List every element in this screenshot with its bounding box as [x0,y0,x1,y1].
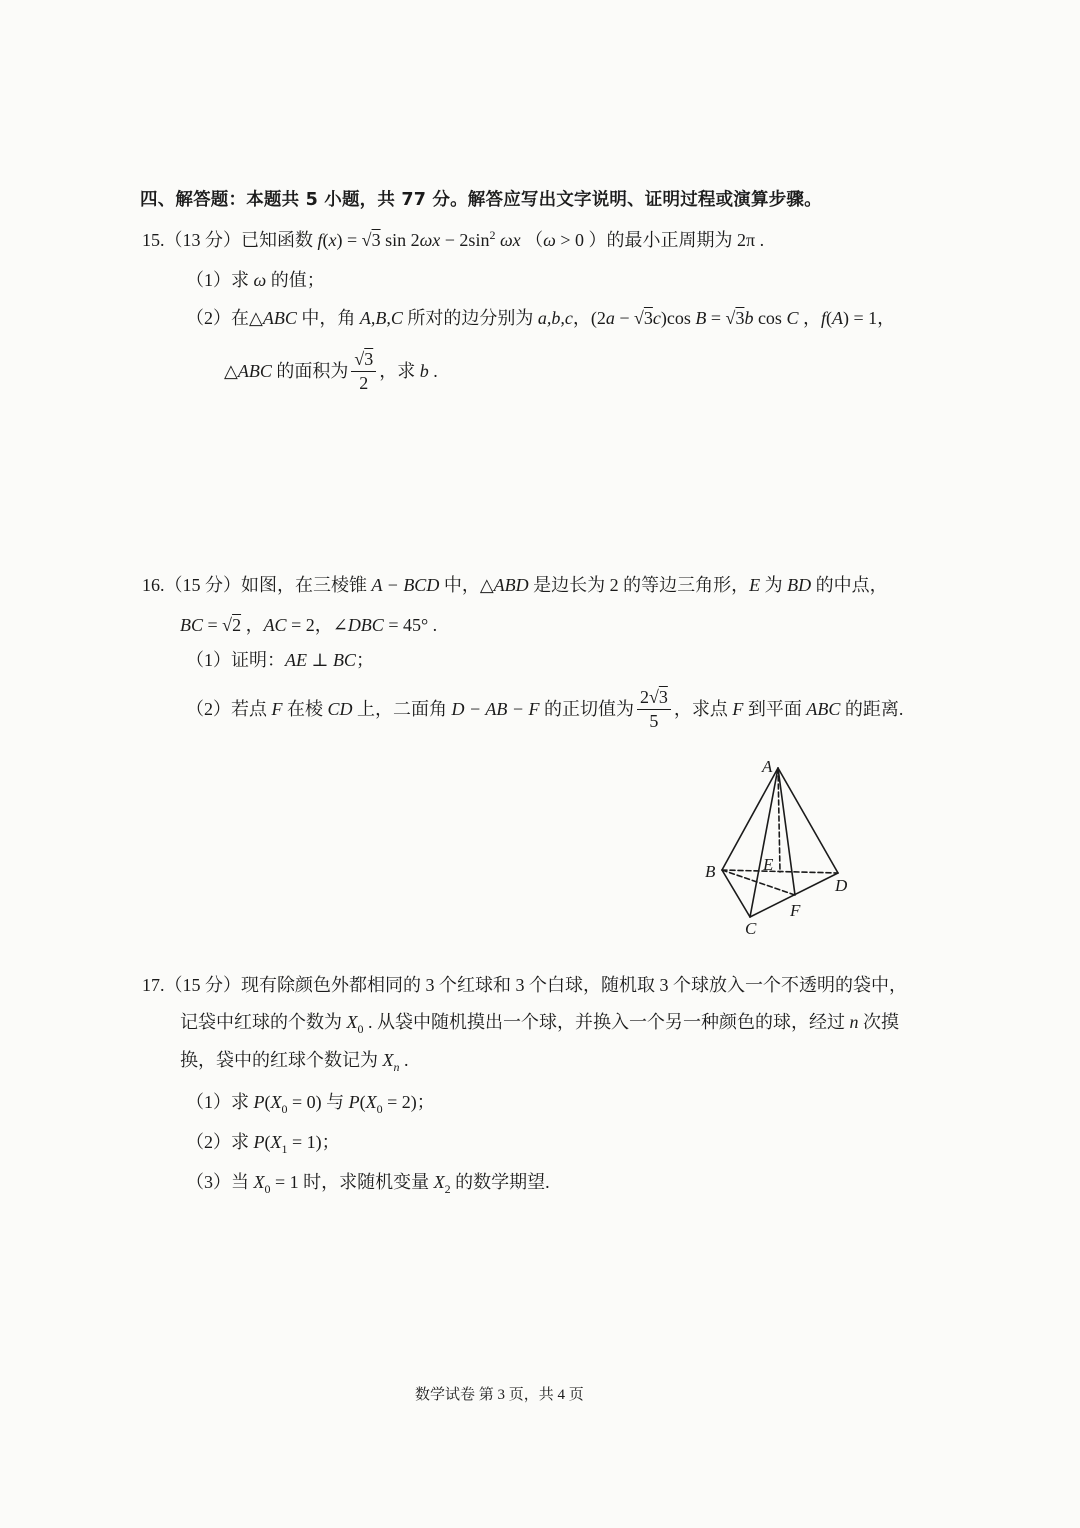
subscript: 0 [357,1022,364,1036]
superscript: 2 [489,228,496,242]
text-run: ）的最小正周期为 2π . [584,230,765,250]
math-var: a [605,308,615,328]
math-var: X [382,1050,394,1070]
text-run: 到平面 [743,699,807,719]
math-op: ⊥ [307,650,333,670]
math-op: − 2sin [440,230,490,250]
vertex-label-d: D [835,876,848,895]
math-var: X [270,1132,282,1152]
vertex-label-c: C [745,919,757,938]
coefficient: 2 [639,687,649,707]
point-label-f: F [790,901,801,920]
text-run: ，求点 [673,699,733,719]
math-var: BC [332,650,356,670]
math-op: ，(2 [572,308,606,328]
math-var: A − BCD [371,575,440,595]
math-var: X [365,1092,377,1112]
text-run: ) = 1， [842,308,896,328]
page-footer: 数学试卷 第 3 页，共 4 页 [415,1387,584,1403]
math-var: X [346,1012,358,1032]
edge-bc [722,870,750,917]
text-run: （1）求 [186,270,254,290]
math-op: ( [264,1092,271,1112]
text-run: （1）求 [186,1092,254,1112]
edge-ad [778,768,838,873]
radicand: 3 [643,308,653,328]
fraction-numerator [637,686,671,710]
text-run: 换，袋中的红球个数记为 [180,1050,383,1070]
q17-stem-line-3 [180,1048,409,1074]
math-op: sin 2 [380,230,420,250]
math-var: C [786,308,799,328]
radical-sign: √ [725,308,736,328]
math-op: ( [322,230,329,250]
math-op: ( [825,308,832,328]
text-run: ； [355,650,374,670]
subscript: 2 [444,1182,451,1196]
edge-ac [750,768,778,917]
text-run: 所对的边分别为 [402,308,538,328]
text-run: ， [241,615,264,635]
text-run: . [428,361,438,381]
math-var: a,b,c [537,308,573,328]
text-run: 的数学期望. [450,1172,550,1192]
text-run: 的中点， [811,575,888,595]
math-var: ω [543,230,556,250]
math-var: BD [787,575,812,595]
math-op: = 2，∠ [286,615,348,635]
text-run: = 1)； [287,1132,340,1152]
point-label-e: E [763,855,774,874]
segment-af [778,768,795,895]
math-var: A,B,C [359,308,403,328]
text-run: 的值； [266,270,325,290]
math-var: A [831,308,843,328]
math-var: BC [180,615,204,635]
math-var: n [849,1012,859,1032]
math-op: = [706,308,726,328]
q15-part-2 [186,306,895,330]
radicand: 3 [735,308,745,328]
q15-stem [142,228,764,254]
math-op: cos [753,308,787,328]
text-run: 16.（15 分）如图，在三棱锥 [142,575,372,595]
text-run: 中，△ [439,575,494,595]
math-op: )cos [660,308,696,328]
text-run: 上，二面角 [352,699,452,719]
q16-conditions [180,613,437,637]
text-run: 15.（13 分）已知函数 [142,230,318,250]
math-op: ( [359,1092,366,1112]
subscript: 0 [281,1102,288,1116]
q16-part-2 [186,686,903,732]
math-var: ABC [237,361,272,381]
math-var: DBC [347,615,384,635]
q16-part-1 [186,648,374,672]
tetrahedron-figure [690,750,870,945]
radicand: 3 [371,230,381,250]
math-var: b [744,308,754,328]
math-var: X [433,1172,445,1192]
q15-part-1 [186,268,325,292]
text-run: 在棱 [282,699,328,719]
q17-part-3 [186,1170,550,1196]
text-run: （1）证明： [186,650,285,670]
radical-sign: √ [634,308,644,328]
section-heading: 四、解答题：本题共 5 小题，共 77 分。解答应写出文字说明、证明过程或演算步骤。 [140,190,822,210]
radicand: 3 [658,687,668,707]
math-var: ωx [495,230,521,250]
text-run: 记袋中红球的个数为 [180,1012,347,1032]
radical-sign: √ [361,230,372,250]
math-var: B [695,308,707,328]
text-run: . [399,1050,409,1070]
vertex-label-b: B [705,862,716,881]
math-var: x [328,230,337,250]
math-var: P [253,1092,265,1112]
math-var: P [348,1092,360,1112]
text-run: （2）求 [186,1132,254,1152]
text-run: 的距离. [840,699,904,719]
text-run: （2）在△ [186,308,263,328]
text-run: △ [224,361,238,381]
math-op: − [614,308,634,328]
math-var: F [271,699,283,719]
radical-sign: √ [222,615,233,635]
fraction-denominator: 5 [649,711,659,731]
math-var: CD [327,699,353,719]
radical-sign: √ [354,349,365,369]
fraction [351,348,376,394]
text-run: ，求 [379,361,420,381]
fraction-numerator [351,348,376,372]
math-var: f [820,308,826,328]
text-run: ， [798,308,821,328]
text-run: 是边长为 2 的等边三角形， [528,575,750,595]
math-var: X [253,1172,265,1192]
q17-stem-line-2 [180,1010,899,1036]
fraction [637,686,671,732]
math-var: ABC [262,308,297,328]
q17-stem [142,973,907,997]
math-var: b [419,361,429,381]
subscript: 0 [376,1102,383,1116]
radicand: 2 [232,615,242,635]
math-var: ABC [806,699,841,719]
fraction-denominator: 2 [359,373,369,393]
subscript: n [393,1060,400,1074]
math-var: E [749,575,761,595]
math-var: c [652,308,661,328]
subscript: 1 [281,1142,288,1156]
math-var: f [317,230,323,250]
q16-stem [142,573,888,597]
math-op: ) = [336,230,362,250]
text-run: 的正切值为 [539,699,634,719]
radical-sign: √ [648,687,659,707]
text-run: 次摸 [858,1012,899,1032]
math-op: ( [264,1132,271,1152]
math-op: = 45° . [383,615,438,635]
q15-part-2-area [224,348,438,394]
subscript: 0 [264,1182,271,1196]
q17-part-1 [186,1090,435,1116]
q17-part-2 [186,1130,340,1156]
math-var: P [253,1132,265,1152]
text-run: = 1 时，求随机变量 [270,1172,434,1192]
math-var: AE [285,650,307,670]
math-var: F [732,699,744,719]
math-var: X [270,1092,282,1112]
text-run: 的面积为 [271,361,349,381]
text-run: （2）若点 [186,699,272,719]
text-run: = 2)； [382,1092,435,1112]
text-run: = 0) 与 [287,1092,349,1112]
text-run: . 从袋中随机摸出一个球，并换入一个另一种颜色的球，经过 [363,1012,850,1032]
math-op: > 0 [555,230,585,250]
math-var: ABD [493,575,529,595]
text-run: （3）当 [186,1172,254,1192]
text-run: （ [520,230,544,250]
text-run: 17.（15 分）现有除颜色外都相同的 3 个红球和 3 个白球，随机取 3 个球放入一个不透明的袋中， [142,975,907,995]
radicand: 3 [364,349,374,369]
math-var: ω [253,270,267,290]
math-var: ωx [419,230,441,250]
math-op: = [203,615,223,635]
vertex-label-a: A [762,757,773,776]
text-run: 为 [760,575,788,595]
math-var: AC [263,615,287,635]
text-run: 中，角 [296,308,360,328]
math-var: D − AB − F [451,699,540,719]
